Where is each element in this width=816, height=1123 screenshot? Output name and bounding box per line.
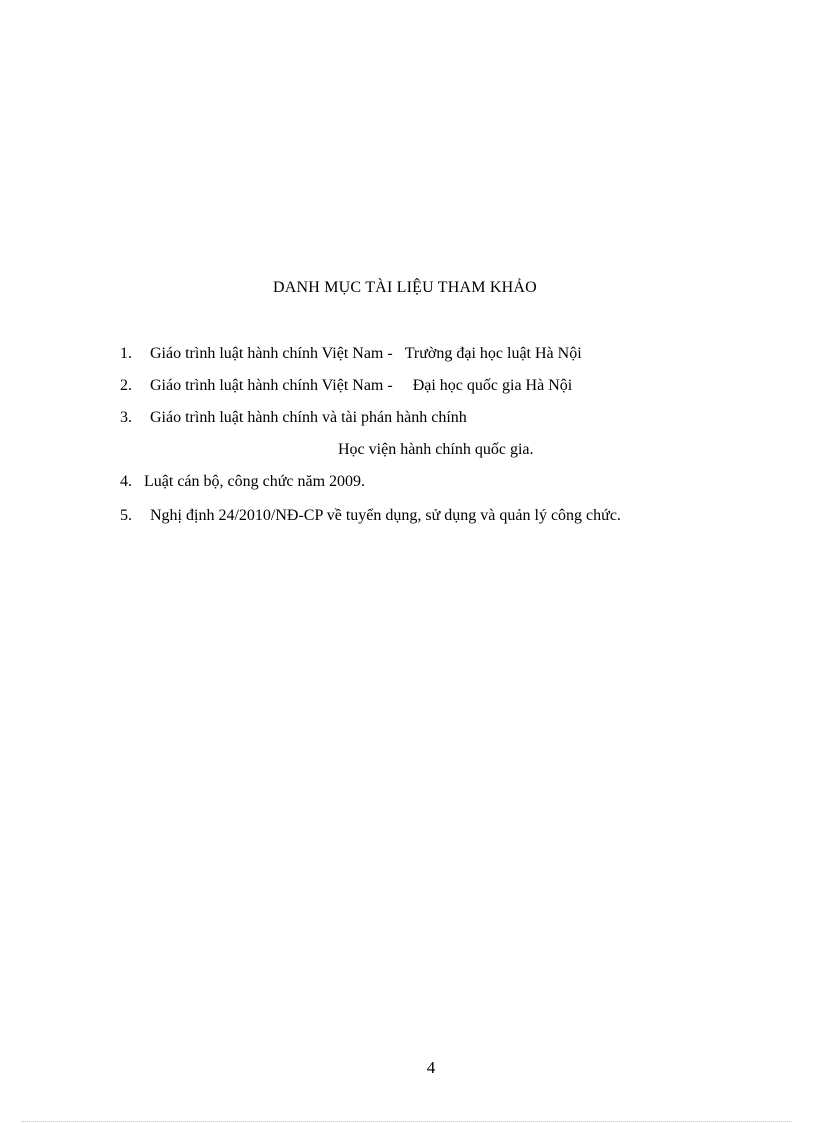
reference-item-3 xyxy=(120,408,467,428)
reference-item-2 xyxy=(120,376,572,396)
reference-number: 3. xyxy=(120,409,132,426)
page-number: 4 xyxy=(426,1058,436,1077)
reference-source: Đại học quốc gia Hà Nội xyxy=(412,377,573,394)
reference-source: Trường đại học luật Hà Nội xyxy=(404,345,582,362)
reference-item-1 xyxy=(120,344,582,364)
reference-item-4 xyxy=(120,472,365,492)
reference-title: Giáo trình luật hành chính và tài phán hành chính xyxy=(150,409,467,426)
reference-title: Giáo trình luật hành chính Việt Nam - xyxy=(150,377,393,394)
reference-item-5 xyxy=(120,506,621,526)
reference-title: Luật cán bộ, công chức năm 2009. xyxy=(144,473,366,490)
reference-item-3-source: Học viện hành chính quốc gia. xyxy=(338,441,534,458)
reference-number: 4. xyxy=(120,473,132,490)
reference-number: 2. xyxy=(120,377,132,394)
page-heading: DANH MỤC TÀI LIỆU THAM KHẢO xyxy=(273,279,537,296)
reference-number: 1. xyxy=(120,345,132,362)
page-bottom-divider xyxy=(22,1121,792,1122)
reference-title: Giáo trình luật hành chính Việt Nam - xyxy=(150,345,393,362)
reference-title: Nghị định 24/2010/NĐ-CP về tuyển dụng, sử dụng và quản lý công chức. xyxy=(150,507,621,524)
reference-number: 5. xyxy=(120,507,132,524)
